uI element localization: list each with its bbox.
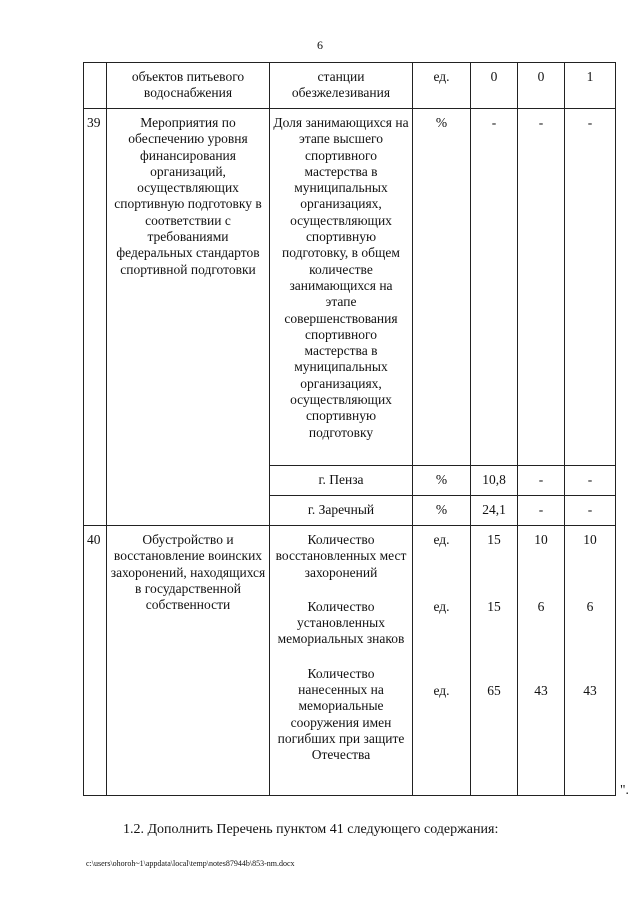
unit-text: ед.: [433, 599, 450, 615]
paragraph: 1.2. Дополнить Перечень пунктом 41 следующего содержания:: [123, 822, 499, 837]
activity-cell: Обустройство и восстановление воинских захоронений, находящихся в государственной собственности: [107, 526, 270, 796]
indicator-text: Количество восстановленных мест захоронений: [275, 532, 407, 580]
value-text: 65: [487, 682, 501, 698]
row-number: 40: [84, 526, 107, 796]
unit-cell: %: [413, 466, 471, 496]
table-row: [84, 526, 616, 796]
value-cell: 0: [518, 63, 565, 109]
indicator-text: Количество установленных мемориальных знаков: [277, 598, 405, 647]
row-number: [84, 63, 107, 109]
table-row: [84, 109, 616, 466]
value-text: 10: [534, 532, 548, 547]
value-cell: -: [471, 109, 518, 466]
value-text: 6: [586, 599, 594, 615]
value-cell: -: [565, 496, 616, 526]
indicator-cell: г. Заречный: [270, 496, 413, 526]
value-cell: [565, 526, 616, 796]
unit-cell: ед.: [413, 63, 471, 109]
value-cell: 0: [471, 63, 518, 109]
unit-text: ед.: [433, 682, 450, 698]
value-cell: 1: [565, 63, 616, 109]
closing-quote: ".: [620, 782, 629, 797]
value-text: 15: [487, 532, 501, 547]
footer-file-path: c:\users\ohoroh~1\appdata\local\temp\notes87944b\853-nm.docx: [86, 859, 295, 868]
activity-cell: Мероприятия по обеспечению уровня финансирования организаций, осуществляющих спортивную подготовку в соответствии с требованиями федеральных стандартов спортивной подготовки: [107, 109, 270, 526]
value-cell: -: [565, 109, 616, 466]
value-text: 43: [583, 682, 597, 698]
indicator-cell: станции обезжелезивания: [270, 63, 413, 109]
page-number: 6: [317, 38, 323, 52]
value-text: 15: [487, 599, 501, 615]
indicator-cell: г. Пенза: [270, 466, 413, 496]
value-cell: [471, 526, 518, 796]
value-cell: -: [565, 466, 616, 496]
value-cell: -: [518, 466, 565, 496]
value-text: 43: [534, 682, 548, 698]
value-text: 6: [537, 599, 545, 615]
value-cell: 24,1: [471, 496, 518, 526]
indicator-text: Количество нанесенных на мемориальные сооружения имен погибших при защите Отечества: [277, 665, 405, 763]
unit-cell: %: [413, 109, 471, 466]
value-cell: -: [518, 109, 565, 466]
unit-cell: %: [413, 496, 471, 526]
indicator-cell: [270, 526, 413, 796]
value-cell: -: [518, 496, 565, 526]
row-number: 39: [84, 109, 107, 526]
measures-table: [83, 62, 616, 796]
unit-text: ед.: [433, 532, 450, 547]
value-cell: 10,8: [471, 466, 518, 496]
unit-cell: [413, 526, 471, 796]
indicator-cell: Доля занимающихся на этапе высшего спортивного мастерства в муниципальных организациях, осуществляющих спортивную подготовку, в общем количестве занимающихся на этапе совершенствования спортивного мастерства в муниципальных организациях, осуществляющих спортивную подготовку: [270, 109, 413, 466]
value-cell: [518, 526, 565, 796]
activity-cell: объектов питьевого водоснабжения: [107, 63, 270, 109]
value-text: 10: [583, 532, 597, 547]
table-row: [84, 63, 616, 109]
